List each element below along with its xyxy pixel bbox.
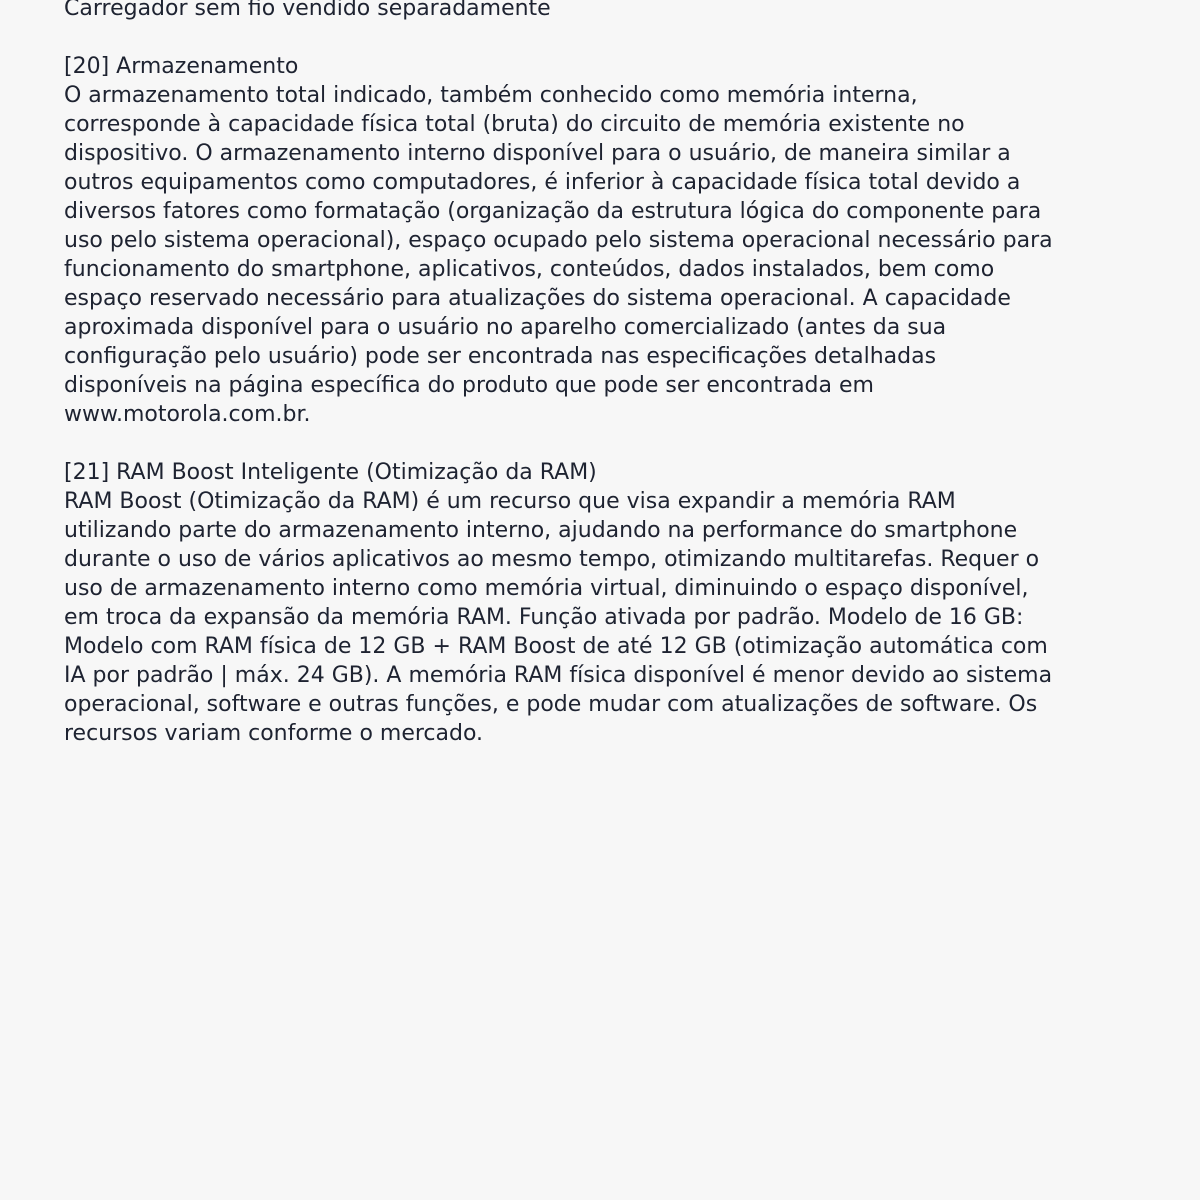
footnote-21-line: durante o uso de vários aplicativos ao mesmo tempo, otimizando multitarefas. Requer o	[64, 547, 1040, 572]
footnote-20-line: corresponde à capacidade física total (bruta) do circuito de memória existente no	[64, 112, 965, 137]
footnote-20-line: O armazenamento total indicado, também conhecido como memória interna,	[64, 83, 918, 108]
footnote-21-line: uso de armazenamento interno como memória virtual, diminuindo o espaço disponível,	[64, 576, 1029, 601]
footnote-20-line: www.motorola.com.br.	[64, 402, 311, 427]
footnote-21-body	[64, 487, 1144, 748]
footnote-20-line: disponíveis na página específica do produto que pode ser encontrada em	[64, 373, 874, 398]
footnote-21-heading: [21] RAM Boost Inteligente (Otimização da RAM)	[64, 460, 597, 485]
footnote-21-line: em troca da expansão da memória RAM. Função ativada por padrão. Modelo de 16 GB:	[64, 605, 1024, 630]
footnote-20-line: dispositivo. O armazenamento interno disponível para o usuário, de maneira similar a	[64, 141, 1011, 166]
footnote-20-line: diversos fatores como formatação (organização da estrutura lógica do componente para	[64, 199, 1042, 224]
footnote-20-body	[64, 81, 1144, 429]
footnote-20-line: configuração pelo usuário) pode ser encontrada nas especificações detalhadas	[64, 344, 937, 369]
footnote-21-line: operacional, software e outras funções, e pode mudar com atualizações de software. Os	[64, 692, 1038, 717]
footnote-20-heading: [20] Armazenamento	[64, 54, 299, 79]
footnote-20-line: outros equipamentos como computadores, é inferior à capacidade física total devido a	[64, 170, 1021, 195]
footnote-20-line: espaço reservado necessário para atualizações do sistema operacional. A capacidade	[64, 286, 1011, 311]
footnote-20-line: funcionamento do smartphone, aplicativos, conteúdos, dados instalados, bem como	[64, 257, 995, 282]
wireless-charger-note: Carregador sem fio vendido separadamente	[64, 0, 551, 21]
footnote-21-line: recursos variam conforme o mercado.	[64, 721, 484, 746]
footnote-20-line: uso pelo sistema operacional), espaço ocupado pelo sistema operacional necessário para	[64, 228, 1053, 253]
footnote-21-line: IA por padrão | máx. 24 GB). A memória RAM física disponível é menor devido ao sistema	[64, 663, 1053, 688]
footnote-21-line: utilizando parte do armazenamento interno, ajudando na performance do smartphone	[64, 518, 1018, 543]
footnote-20-line: aproximada disponível para o usuário no aparelho comercializado (antes da sua	[64, 315, 947, 340]
footnote-21-line: Modelo com RAM física de 12 GB + RAM Boost de até 12 GB (otimização automática com	[64, 634, 1048, 659]
footnote-21-line: RAM Boost (Otimização da RAM) é um recurso que visa expandir a memória RAM	[64, 489, 956, 514]
